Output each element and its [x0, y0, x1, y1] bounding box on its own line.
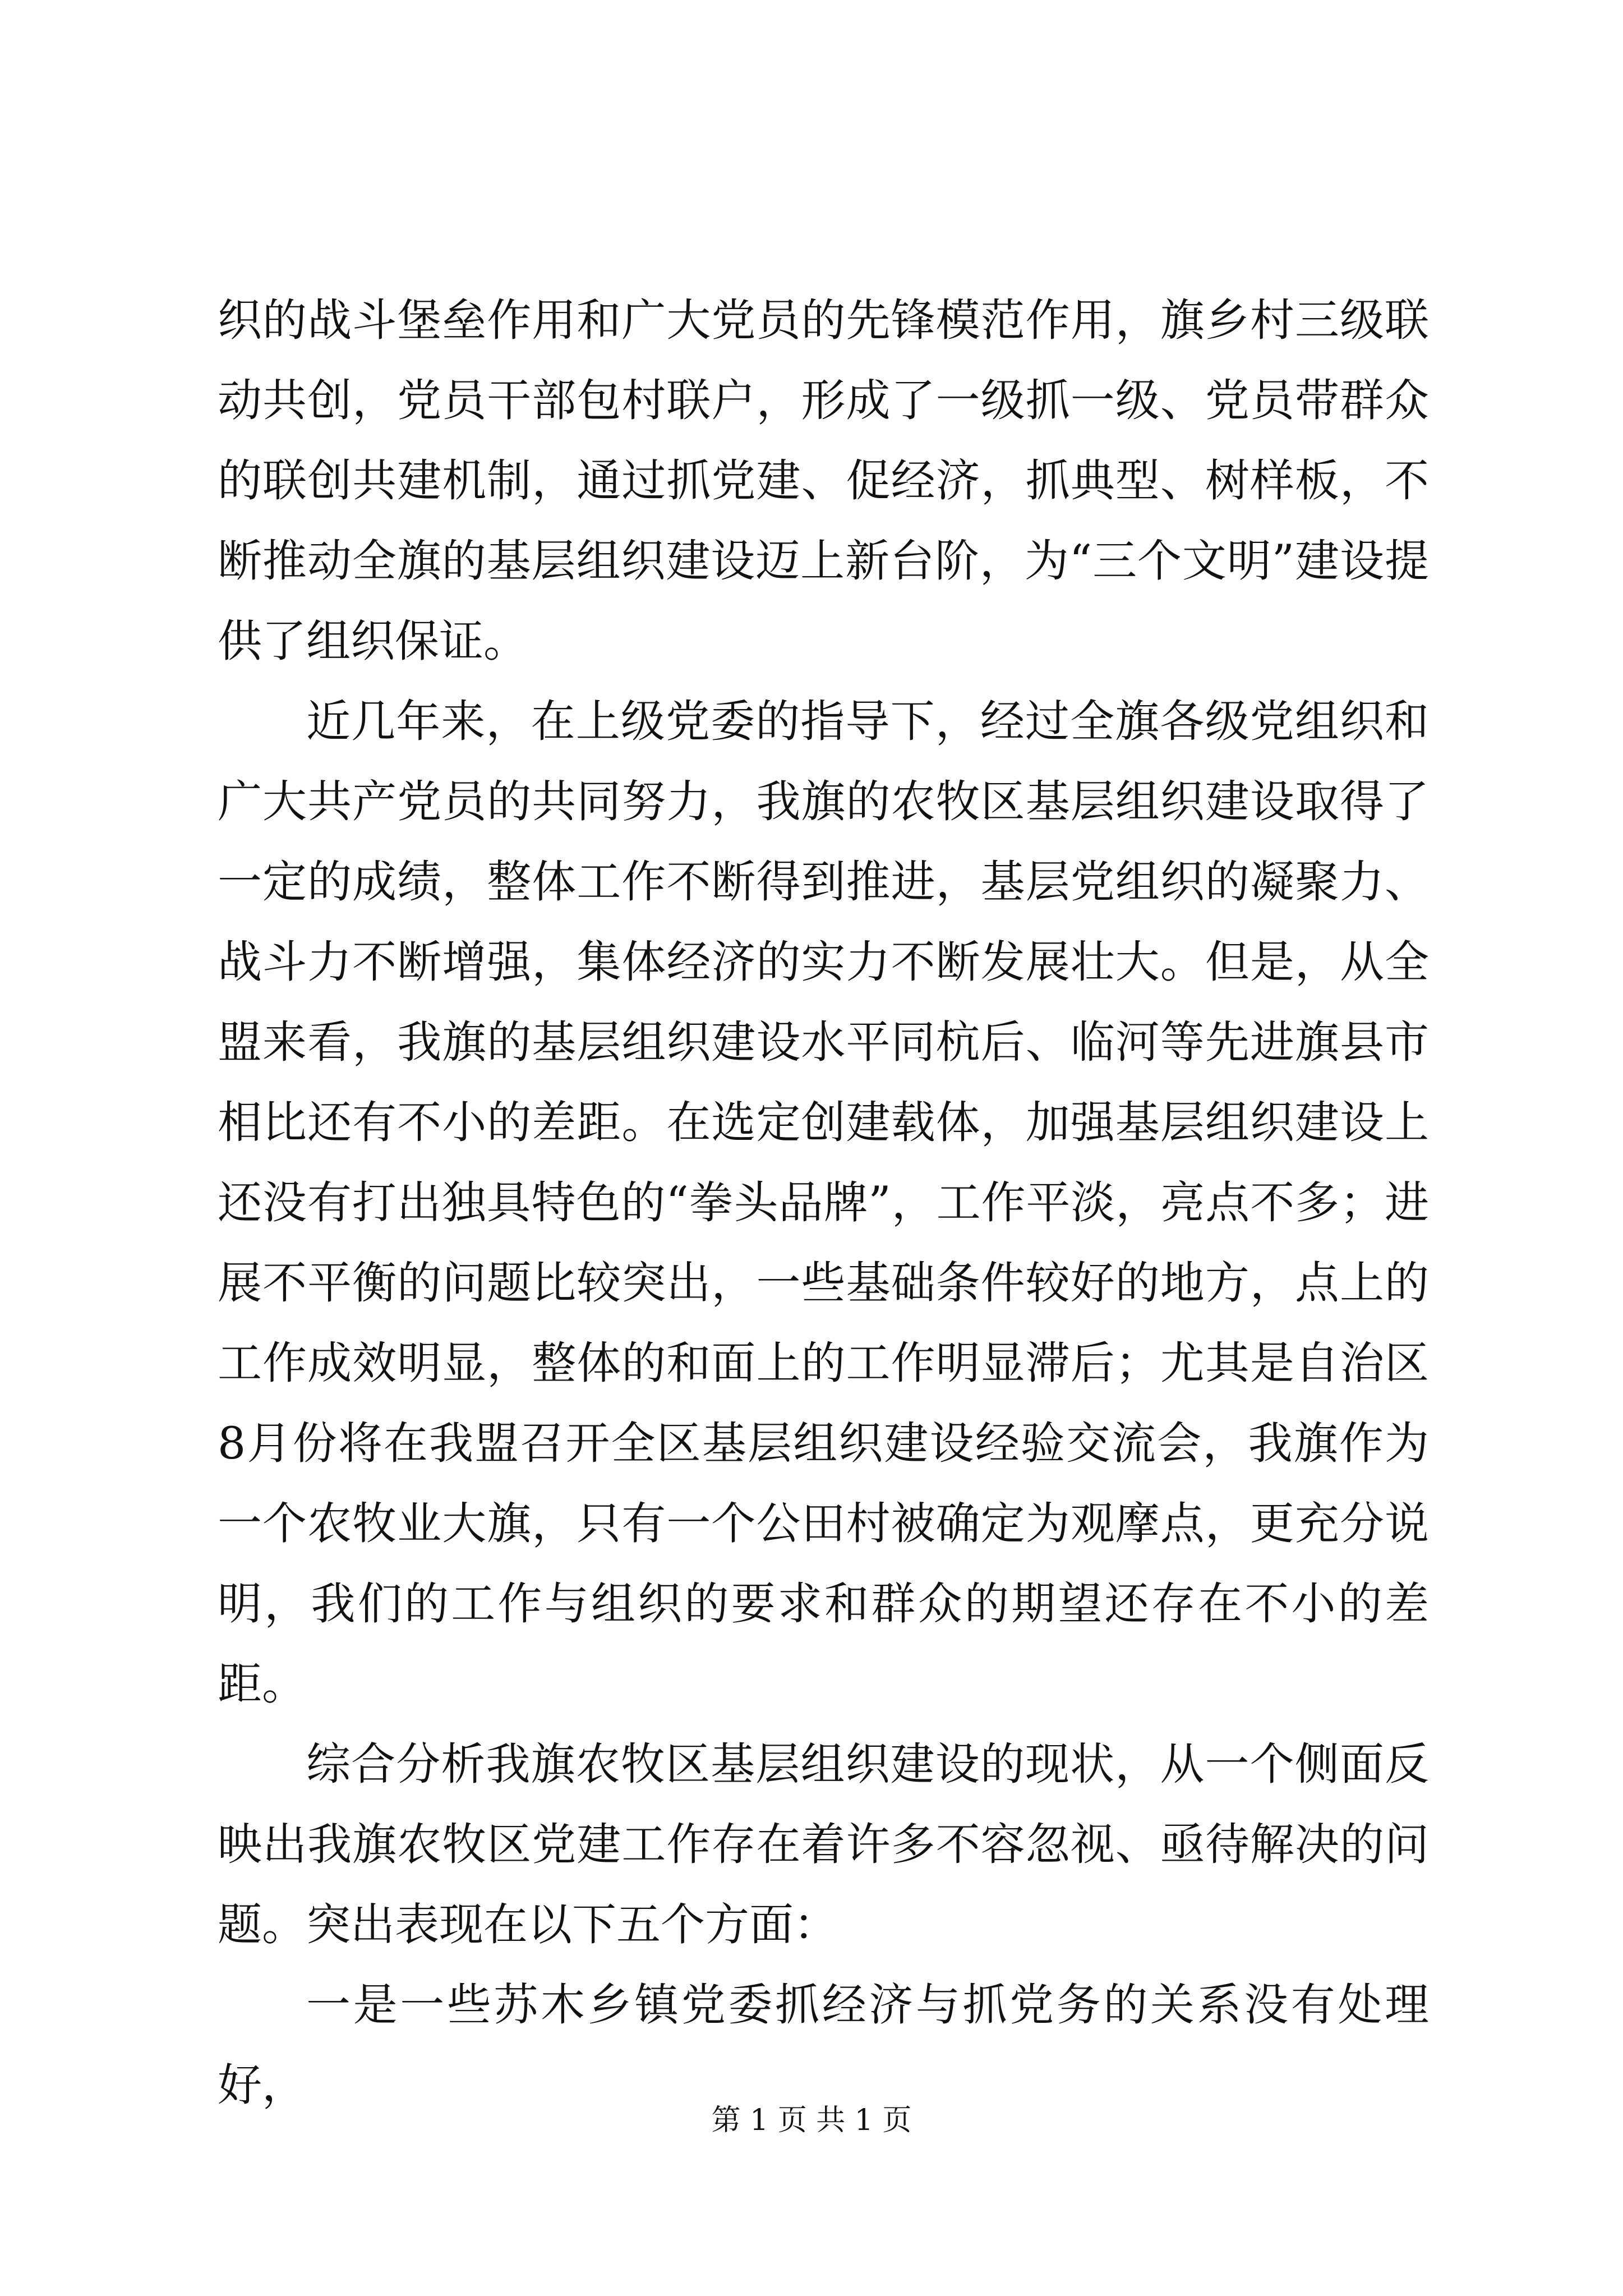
document-body — [218, 280, 1429, 2125]
paragraph-2: 近几年来，在上级党委的指导下，经过全旗各级党组织和广大共产党员的共同努力，我旗的农牧区基层组织建设取得了一定的成绩，整体工作不断得到推进，基层党组织的凝聚力、战斗力不断增强，集体经济的实力不断发展壮大。但是，从全盟来看，我旗的基层组织建设水平同杭后、临河等先进旗县市相比还有不小的差距。在选定创建载体，加强基层组织建设上还没有打出独具特色的“拳头品牌”，工作平淡，亮点不多；进展不平衡的问题比较突出，一些基础条件较好的地方，点上的工作成效明显，整体的和面上的工作明显滞后；尤其是自治区8月份将在我盟召开全区基层组织建设经验交流会，我旗作为一个农牧业大旗，只有一个公田村被确定为观摩点，更充分说明，我们的工作与组织的要求和群众的期望还存在不小的差距。 — [218, 696, 1429, 1710]
paragraph-4: 一是一些苏木乡镇党委抓经济与抓党务的关系没有处理好， — [218, 1979, 1429, 2111]
paragraph-3: 综合分析我旗农牧区基层组织建设的现状，从一个侧面反映出我旗农牧区党建工作存在着许多不容忽视、亟待解决的问题。突出表现在以下五个方面： — [218, 1738, 1429, 1950]
paragraph-1: 织的战斗堡垒作用和广大党员的先锋模范作用，旗乡村三级联动共创，党员干部包村联户，形成了一级抓一级、党员带群众的联创共建机制，通过抓党建、促经济，抓典型、树样板，不断推动全旗的基层组织建设迈上新台阶，为“三个文明”建设提供了组织保证。 — [218, 295, 1429, 667]
page-footer: 第 1 页 共 1 页 — [711, 2104, 912, 2137]
